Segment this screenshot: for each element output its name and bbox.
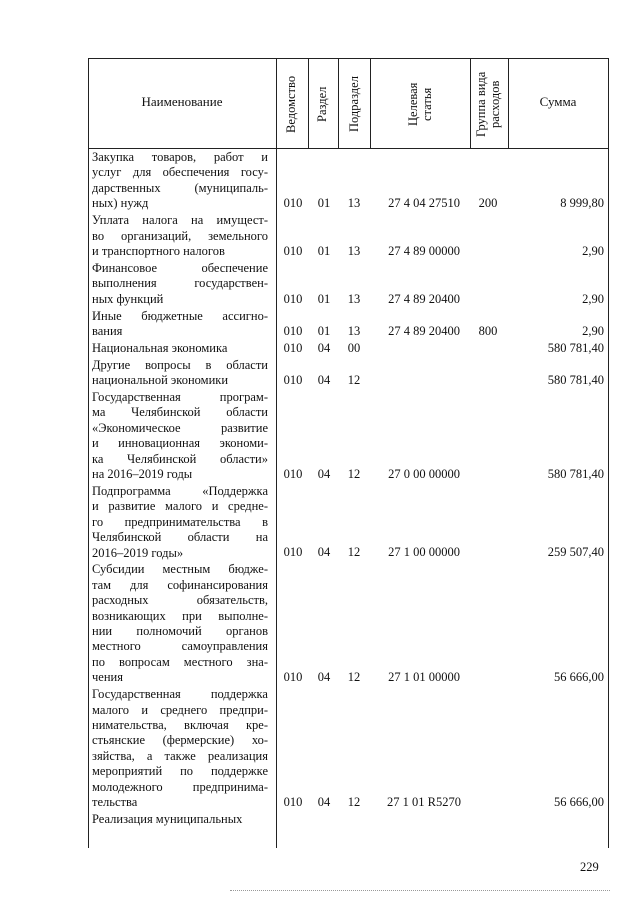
- row-razdel: 01: [317, 243, 331, 258]
- row-name-line: Челябинской области на: [92, 530, 268, 545]
- row-vedomstvo: 010: [283, 670, 303, 685]
- col-divider: [370, 58, 371, 148]
- header-gruppa-line2: расходов: [488, 80, 502, 128]
- table-top-border: [88, 58, 608, 59]
- row-razdel: 01: [317, 323, 331, 338]
- table-row: [88, 390, 608, 482]
- row-razdel: 04: [317, 466, 331, 481]
- row-name-line: там для софинансирования: [92, 577, 268, 592]
- row-celevaya: 27 0 00 00000: [388, 466, 460, 481]
- row-name-line: Другие вопросы в области: [92, 357, 268, 372]
- row-name-line: Национальная экономика: [92, 340, 228, 355]
- row-name-line: и инновационная экономи-: [92, 436, 268, 451]
- table-row: [88, 261, 608, 307]
- row-razdel: 01: [317, 196, 331, 211]
- row-name: [92, 213, 268, 259]
- row-podrazdel: 13: [347, 243, 361, 258]
- row-name-line: Иные бюджетные ассигно-: [92, 308, 268, 323]
- row-podrazdel: 12: [347, 794, 361, 809]
- row-name-line: зяйства, а также реализация: [92, 748, 268, 763]
- row-name: [92, 812, 268, 827]
- row-name-line: Закупка товаров, работ и: [92, 150, 268, 164]
- table-row: [88, 812, 608, 827]
- row-name-line: услуг для обеспечения госу-: [92, 165, 268, 180]
- row-name-line: нимательства, включая кре-: [92, 717, 268, 732]
- row-celevaya: 27 4 89 20400: [388, 291, 460, 306]
- row-name: [92, 309, 268, 340]
- row-summa: 2,90: [582, 291, 604, 306]
- row-name-line: во организаций, земельного: [92, 228, 268, 243]
- row-razdel: 01: [317, 291, 331, 306]
- row-razdel: 04: [317, 670, 331, 685]
- row-vedomstvo: 010: [283, 545, 303, 560]
- row-razdel: 04: [317, 545, 331, 560]
- footer-rule: [230, 890, 610, 891]
- row-name: [92, 358, 268, 389]
- row-summa: 580 781,40: [547, 340, 604, 355]
- row-name-line: на 2016–2019 годы: [92, 467, 193, 482]
- table-row: [88, 562, 608, 685]
- row-name-line: Субсидии местным бюдже-: [92, 562, 268, 577]
- row-podrazdel: 13: [347, 291, 361, 306]
- row-podrazdel: 13: [347, 323, 361, 338]
- row-podrazdel: 00: [347, 340, 361, 355]
- header-summa: Сумма: [539, 94, 577, 109]
- row-summa: 2,90: [582, 243, 604, 258]
- table-row: [88, 687, 608, 810]
- row-name-line: Государственная поддержка: [92, 687, 268, 702]
- header-celevaya-line1: Целевая: [406, 82, 420, 126]
- row-name: [92, 484, 268, 561]
- row-podrazdel: 13: [347, 196, 361, 211]
- header-celevaya: [406, 64, 434, 144]
- row-name-line: го предпринимательства в: [92, 514, 268, 529]
- header-bottom-border: [88, 148, 608, 149]
- row-name: [92, 687, 268, 810]
- row-summa: 259 507,40: [547, 545, 604, 560]
- row-name-line: Реализация муниципальных: [92, 811, 243, 826]
- row-name-line: тельства: [92, 794, 138, 809]
- row-name-line: возникающих при выполне-: [92, 608, 268, 623]
- row-gruppa: 200: [478, 196, 498, 211]
- table-row: [88, 213, 608, 259]
- row-vedomstvo: 010: [283, 794, 303, 809]
- col-divider: [470, 58, 471, 148]
- row-name-line: выполнения государствен-: [92, 276, 268, 291]
- row-name-line: молодежного предпринима-: [92, 779, 268, 794]
- row-name-line: ка Челябинской области»: [92, 451, 268, 466]
- row-vedomstvo: 010: [283, 466, 303, 481]
- row-vedomstvo: 010: [283, 243, 303, 258]
- col-divider: [308, 58, 309, 148]
- row-celevaya: 27 1 01 R5270: [387, 794, 461, 809]
- row-celevaya: 27 4 89 20400: [388, 323, 460, 338]
- row-summa: 2,90: [582, 323, 604, 338]
- row-celevaya: 27 1 01 00000: [388, 670, 460, 685]
- row-name-line: чения: [92, 670, 123, 685]
- row-name-line: ма Челябинской области: [92, 405, 268, 420]
- table-row: [88, 341, 608, 356]
- row-name-line: дарственных (муниципаль-: [92, 180, 268, 195]
- row-name-line: ных функций: [92, 291, 164, 306]
- row-summa: 580 781,40: [547, 466, 604, 481]
- row-podrazdel: 12: [347, 545, 361, 560]
- row-podrazdel: 12: [347, 670, 361, 685]
- header-razdel: Раздел: [315, 86, 329, 122]
- row-name: [92, 261, 268, 307]
- row-name-line: ных) нужд: [92, 196, 149, 211]
- row-podrazdel: 12: [347, 373, 361, 388]
- row-vedomstvo: 010: [283, 291, 303, 306]
- row-vedomstvo: 010: [283, 196, 303, 211]
- row-name-line: 2016–2019 годы»: [92, 545, 184, 560]
- table-row: [88, 309, 608, 340]
- header-podrazdel: Подраздел: [347, 76, 361, 132]
- row-vedomstvo: 010: [283, 340, 303, 355]
- table-row: [88, 484, 608, 561]
- row-summa: 56 666,00: [554, 794, 604, 809]
- row-name-line: по вопросам местного зна-: [92, 654, 268, 669]
- row-name-line: Подпрограмма «Поддержка: [92, 483, 268, 498]
- table-row: [88, 150, 608, 212]
- row-celevaya: 27 1 00 00000: [388, 545, 460, 560]
- row-name-line: мероприятий по поддержке: [92, 764, 268, 779]
- row-name: [92, 341, 268, 356]
- row-name: [92, 150, 268, 212]
- page-number: 229: [580, 860, 599, 874]
- col-divider: [338, 58, 339, 148]
- row-vedomstvo: 010: [283, 323, 303, 338]
- row-name-line: Уплата налога на имущест-: [92, 213, 268, 228]
- row-name-line: Государственная програм-: [92, 390, 268, 404]
- row-summa: 580 781,40: [547, 373, 604, 388]
- row-name-line: Финансовое обеспечение: [92, 260, 268, 275]
- row-name-line: и транспортного налогов: [92, 243, 225, 258]
- row-name: [92, 562, 268, 685]
- row-gruppa: 800: [478, 323, 498, 338]
- table-row: [88, 358, 608, 389]
- table-right-border: [608, 58, 609, 848]
- row-razdel: 04: [317, 373, 331, 388]
- header-gruppa-line1: Группа вида: [474, 71, 488, 137]
- row-name: [92, 390, 268, 482]
- budget-table: [88, 58, 608, 848]
- row-name-line: «Экономическое развитие: [92, 420, 268, 435]
- header-celevaya-line2: статья: [420, 87, 434, 121]
- header-vedomstvo: Ведомство: [284, 75, 298, 133]
- row-summa: 56 666,00: [554, 670, 604, 685]
- row-name-line: вания: [92, 323, 123, 338]
- row-vedomstvo: 010: [283, 373, 303, 388]
- row-name-line: стьянские (фермерские) хо-: [92, 733, 268, 748]
- row-celevaya: 27 4 04 27510: [388, 196, 460, 211]
- row-name-line: национальной экономики: [92, 373, 229, 388]
- row-podrazdel: 12: [347, 466, 361, 481]
- header-gruppa: [474, 62, 504, 146]
- row-name-line: и развитие малого и средне-: [92, 499, 268, 514]
- row-razdel: 04: [317, 340, 331, 355]
- row-name-line: расходных обязательств,: [92, 593, 268, 608]
- row-name-line: малого и среднего предпри-: [92, 702, 268, 717]
- row-summa: 8 999,80: [560, 196, 604, 211]
- row-name-line: местного самоуправления: [92, 639, 268, 654]
- row-razdel: 04: [317, 794, 331, 809]
- row-celevaya: 27 4 89 00000: [388, 243, 460, 258]
- row-name-line: нии полномочий органов: [92, 624, 268, 639]
- header-name: Наименование: [141, 94, 223, 109]
